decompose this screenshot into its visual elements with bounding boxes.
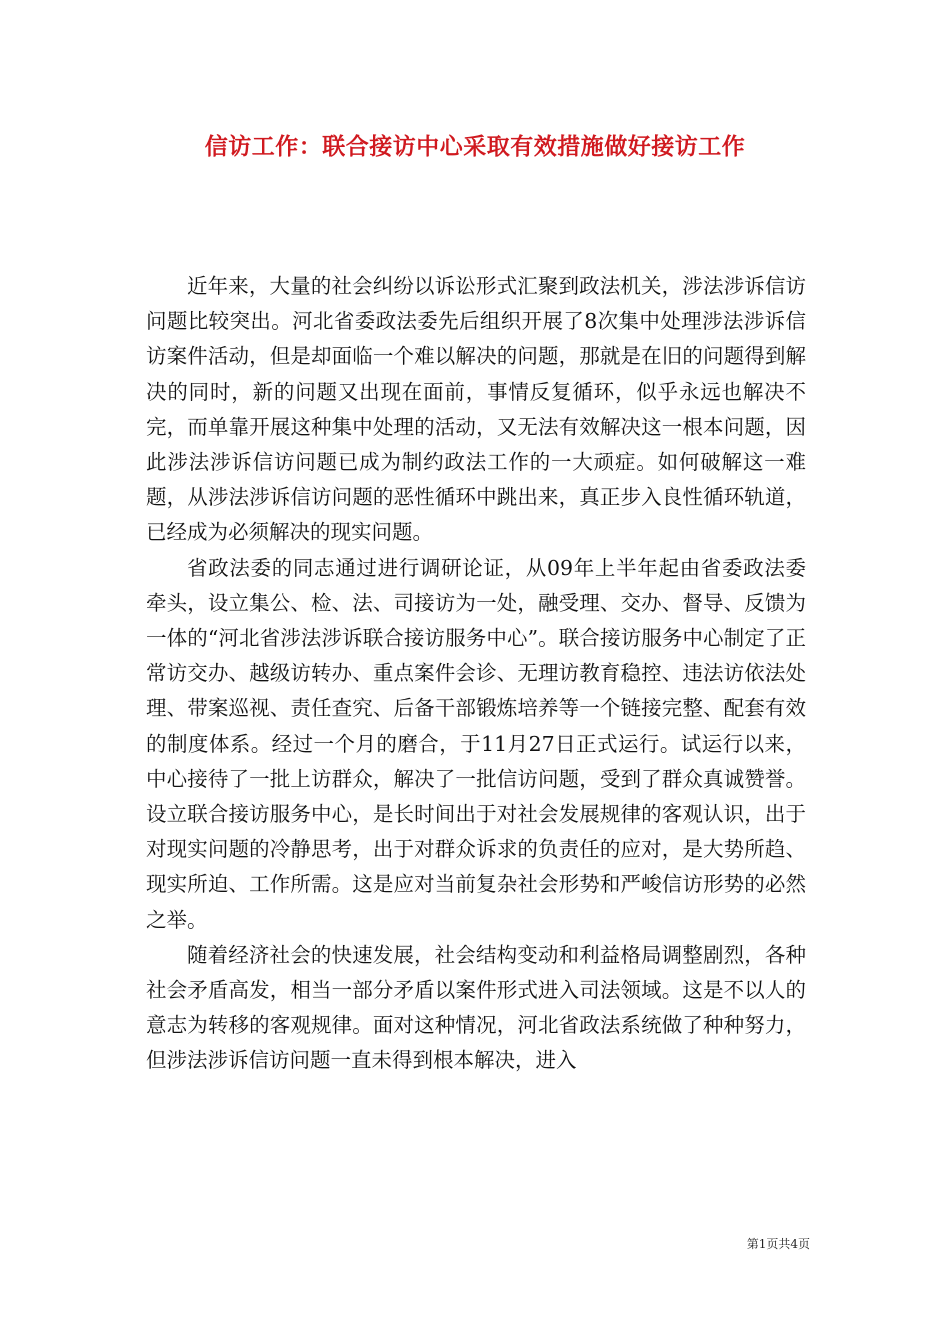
document-title: 信访工作：联合接访中心采取有效措施做好接访工作 (204, 133, 746, 160)
document-body (146, 269, 806, 1079)
paragraph-3: 随着经济社会的快速发展，社会结构变动和利益格局调整剧烈，各种社会矛盾高发，相当一部分矛盾以案件形式进入司法领域。这是不以人的意志为转移的客观规律。面对这种情况，河北省政法系统做了种种努力，但涉法涉诉信访问题一直未得到根本解决，进入 (146, 942, 806, 1073)
paragraph-1: 近年来，大量的社会纠纷以诉讼形式汇聚到政法机关，涉法涉诉信访问题比较突出。河北省委政法委先后组织开展了8次集中处理涉法涉诉信访案件活动，但是却面临一个难以解决的问题，那就是在旧的问题得到解决的同时，新的问题又出现在面前，事情反复循环，似乎永远也解决不完，而单靠开展这种集中处理的活动，又无法有效解决这一根本问题，因此涉法涉诉信访问题已成为制约政法工作的一大顽症。如何破解这一难题，从涉法涉诉信访问题的恶性循环中跳出来，真正步入良性循环轨道，已经成为必须解决的现实问题。 (146, 274, 806, 545)
paragraph-2: 省政法委的同志通过进行调研论证，从09年上半年起由省委政法委牵头，设立集公、检、法、司接访为一处，融受理、交办、督导、反馈为一体的“河北省涉法涉诉联合接访服务中心”。联合接访服务中心制定了正常访交办、越级访转办、重点案件会诊、无理访教育稳控、违法访依法处理、带案巡视、责任查究、后备干部锻炼培养等一个链接完整、配套有效的制度体系。经过一个月的磨合，于11月27日正式运行。试运行以来，中心接待了一批上访群众，解决了一批信访问题，受到了群众真诚赞誉。设立联合接访服务中心，是长时间出于对社会发展规律的客观认识，出于对现实问题的冷静思考，出于对群众诉求的负责任的应对，是大势所趋、现实所迫、工作所需。这是应对当前复杂社会形势和严峻信访形势的必然之举。 (146, 555, 806, 932)
page-number: 第1页共4页 (746, 1237, 810, 1251)
